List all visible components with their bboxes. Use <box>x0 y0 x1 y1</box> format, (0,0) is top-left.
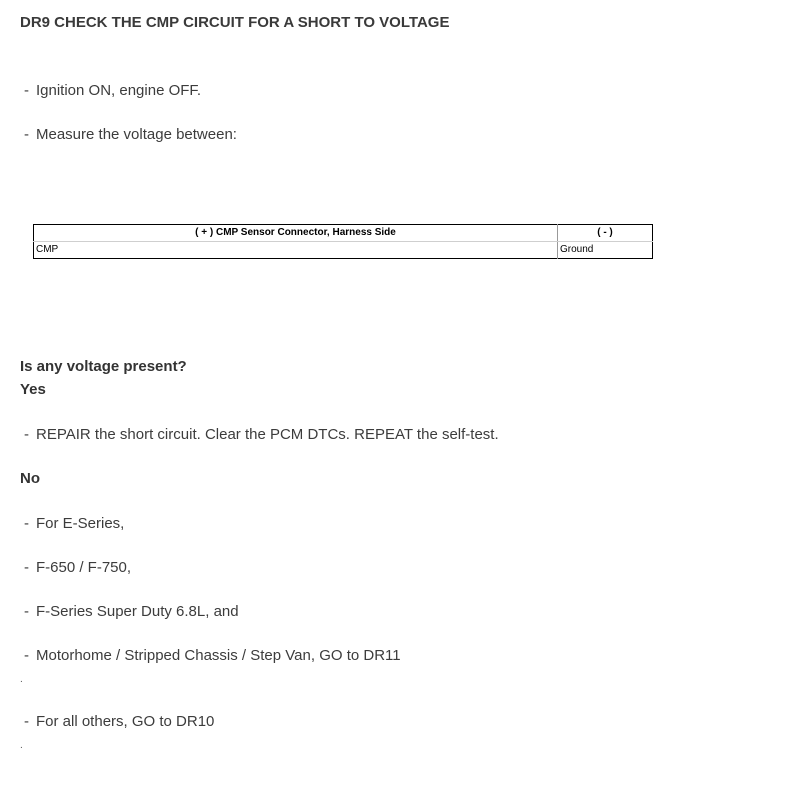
yes-action <box>24 426 499 443</box>
table-header-negative: ( - ) <box>558 225 653 242</box>
step-text: For E-Series, <box>36 515 125 532</box>
step-text: Measure the voltage between: <box>36 126 237 143</box>
step-measure <box>24 126 237 143</box>
bullet-dash: - <box>24 426 29 443</box>
step-text: Ignition ON, engine OFF. <box>36 82 202 99</box>
bullet-dash: - <box>24 713 29 730</box>
no-item <box>24 647 401 664</box>
separator-dot: . <box>20 674 23 685</box>
voltage-measurement-table <box>33 224 653 259</box>
step-text: REPAIR the short circuit. Clear the PCM DTCs. REPEAT the self-test. <box>36 426 499 443</box>
no-item <box>24 515 124 532</box>
table-cell-negative: Ground <box>560 244 594 255</box>
table-cell-positive: CMP <box>34 242 558 259</box>
bullet-dash: - <box>24 559 29 576</box>
no-item <box>24 559 131 576</box>
yes-label: Yes <box>20 381 46 398</box>
bullet-dash: - <box>24 603 29 620</box>
table-header-row <box>34 225 653 242</box>
no-item <box>24 713 214 730</box>
bullet-dash: - <box>24 82 29 99</box>
bullet-dash: - <box>24 126 29 143</box>
no-item <box>24 603 239 620</box>
step-text: F-650 / F-750, <box>36 559 132 576</box>
bullet-dash: - <box>24 647 29 664</box>
page-title: DR9 CHECK THE CMP CIRCUIT FOR A SHORT TO VOLTAGE <box>20 14 450 31</box>
step-text: Motorhome / Stripped Chassis / Step Van, GO to DR11 <box>36 647 401 664</box>
separator-dot: . <box>20 740 23 751</box>
step-text: For all others, GO to DR10 <box>36 713 215 730</box>
table-row <box>34 242 653 259</box>
bullet-dash: - <box>24 515 29 532</box>
no-label: No <box>20 470 40 487</box>
question-text: Is any voltage present? <box>20 358 187 375</box>
table-header-positive: ( + ) CMP Sensor Connector, Harness Side <box>34 225 558 242</box>
step-text: F-Series Super Duty 6.8L, and <box>36 603 239 620</box>
step-ignition <box>24 82 201 99</box>
